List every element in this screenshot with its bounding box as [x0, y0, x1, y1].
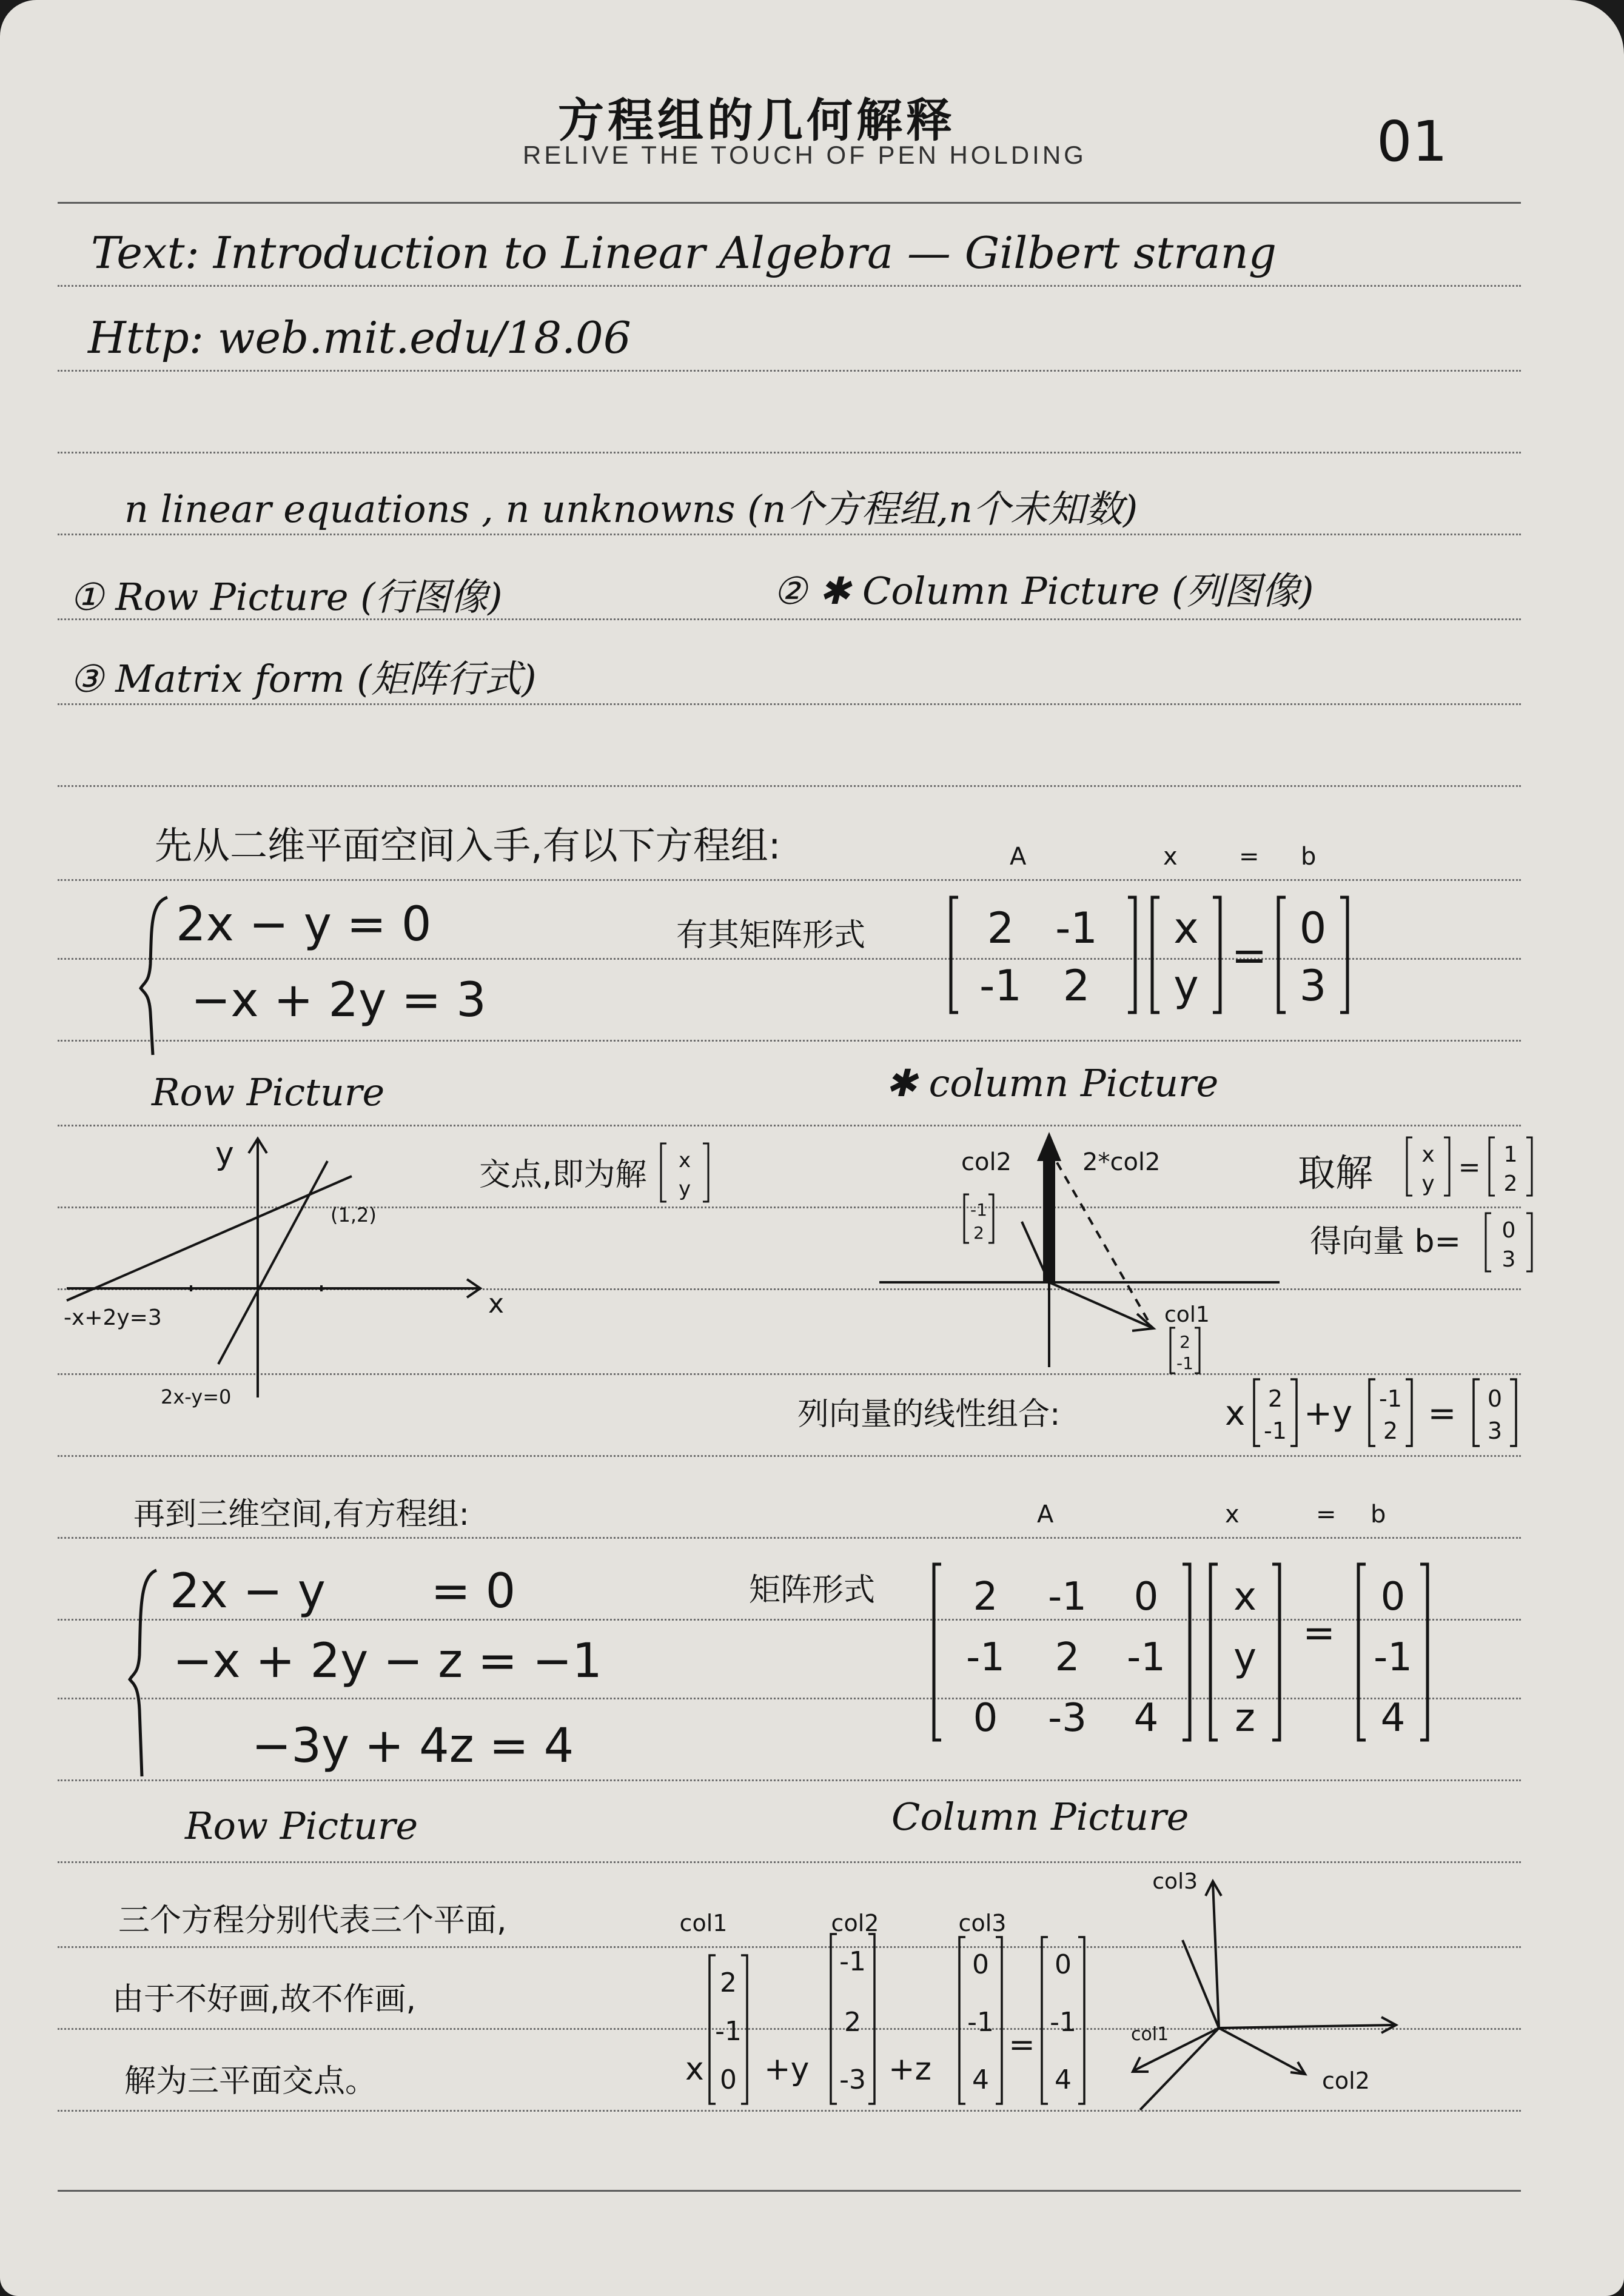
system-brace-2d	[138, 891, 175, 1061]
vector-cell: 2	[1383, 1417, 1398, 1444]
rule-line	[58, 703, 1521, 705]
equals-sign: =	[1458, 1152, 1481, 1183]
two-col2-vector	[1043, 1155, 1055, 1282]
rule-line	[58, 1455, 1521, 1457]
equals-sign: =	[1231, 931, 1267, 980]
two-col2-label: 2*col2	[1082, 1148, 1161, 1176]
take-solution-label: 取解	[1298, 1151, 1374, 1195]
vector-cell: -1	[1050, 2007, 1076, 2038]
row-note-line-2: 由于不好画,故不作画,	[112, 1981, 417, 2018]
vector-cell: 2	[1267, 1385, 1283, 1412]
col2-vector	[1219, 2028, 1304, 2073]
row-note-line-1: 三个方程分别代表三个平面,	[118, 1903, 507, 1939]
vector-cell: x	[678, 1148, 691, 1173]
vector-cell: 0	[972, 1949, 989, 1980]
brand-tagline: RELIVE THE TOUCH OF PEN HOLDING	[523, 141, 1087, 169]
matrix-cell: -1	[1127, 1635, 1166, 1680]
col1-label: col1	[679, 1910, 728, 1936]
vector-cell: -1	[1374, 1635, 1412, 1680]
vector-cell: 3	[1502, 1247, 1516, 1272]
header-rule	[58, 202, 1521, 204]
linear-combination-label: 列向量的线性组合:	[797, 1396, 1061, 1433]
vector-cell: 4	[1055, 2064, 1072, 2095]
matrix-equation-2d	[946, 885, 1371, 1025]
matrix-form-item: ③ Matrix form (矩阵行式)	[70, 657, 537, 701]
vector-cell: 2	[844, 2007, 861, 2038]
col3-label: col3	[958, 1910, 1007, 1936]
label-b: b	[1371, 1501, 1386, 1528]
rule-line	[58, 879, 1521, 881]
vector-cell: 0	[1299, 903, 1327, 953]
vector-cell: 0	[720, 2064, 737, 2095]
section-2d-heading: 先从二维平面空间入手,有以下方程组:	[155, 823, 781, 868]
equation-2d-2: −x + 2y = 3	[191, 973, 486, 1028]
matrix-equation-3d	[928, 1552, 1461, 1752]
column-picture-title: ✱ column Picture	[885, 1061, 1219, 1105]
vector-cell: y	[1421, 1171, 1435, 1196]
row-note-line-3: 解为三平面交点。	[124, 2063, 377, 2100]
col1-vector	[1049, 1282, 1152, 1328]
vector-cell: 2	[973, 1223, 984, 1243]
vector-cell: -1	[1379, 1385, 1402, 1412]
intro-line: n linear equations , n unknowns (n个方程组,n个未知数)	[124, 487, 1138, 531]
rule-line	[58, 1779, 1521, 1781]
line-label-a: -x+2y=3	[64, 1305, 162, 1330]
col2-label: col2	[961, 1148, 1012, 1176]
vector-cell: 2	[1179, 1332, 1190, 1352]
rule-line	[58, 1125, 1521, 1126]
vector-cell: x	[1233, 1575, 1257, 1619]
result-vector	[1483, 1210, 1543, 1276]
rule-line	[58, 370, 1521, 372]
vector-cell: 1	[1503, 1142, 1518, 1167]
row-picture-item: ① Row Picture (行图像)	[70, 575, 503, 619]
vector-cell: 3	[1487, 1417, 1503, 1444]
row-picture-3d-title: Row Picture	[185, 1804, 418, 1848]
reference-url: Http: web.mit.edu/18.06	[88, 312, 631, 363]
equation-2d-1: 2x − y = 0	[176, 897, 432, 952]
vector-cell: 4	[1380, 1696, 1406, 1741]
rule-line	[58, 534, 1521, 535]
equation-3d-1: 2x − y = 0	[170, 1564, 516, 1619]
vector-cell: 4	[972, 2064, 989, 2095]
vector-cell: 0	[1487, 1385, 1503, 1412]
y-axis-label: y	[215, 1136, 234, 1172]
rule-line	[58, 785, 1521, 787]
matrix-cell: 2	[973, 1575, 998, 1619]
vector-cell: 0	[1502, 1218, 1516, 1243]
column-picture-graph	[867, 1119, 1292, 1379]
matrix-cell: 0	[973, 1696, 998, 1741]
axis-col2-label: col2	[1322, 2067, 1370, 2094]
rule-line	[58, 1861, 1521, 1863]
label-eq: =	[1239, 843, 1260, 871]
vector-cell: -1	[1176, 1353, 1193, 1373]
vector-cell: y	[1233, 1635, 1257, 1680]
vector-cell: -1	[970, 1200, 987, 1220]
vector-cell: 3	[1299, 961, 1327, 1011]
rule-line	[58, 1040, 1521, 1042]
matrix-cell: 0	[1133, 1575, 1159, 1619]
page-title: 方程组的几何解释	[558, 93, 956, 147]
row-picture-graph	[61, 1128, 546, 1419]
matrix-cell: -1	[966, 1635, 1005, 1680]
col2-label: col2	[831, 1910, 879, 1936]
label-A: A	[1010, 843, 1027, 871]
equals-sign: =	[1008, 2027, 1035, 2063]
row-picture-title: Row Picture	[152, 1070, 385, 1114]
vector-cell: 0	[1055, 1949, 1072, 1980]
equals-sign: =	[1428, 1394, 1457, 1433]
vector-cell: 2	[720, 1967, 737, 1998]
line-2x-minus-y-0	[218, 1161, 327, 1364]
col1-label: col1	[1164, 1302, 1210, 1327]
x-axis-label: x	[488, 1288, 505, 1319]
matrix-cell: 4	[1133, 1696, 1159, 1741]
matrix-intro-2d: 有其矩阵形式	[676, 917, 866, 954]
vector-cell: z	[1235, 1696, 1255, 1741]
section-3d-heading: 再到三维空间,有方程组:	[133, 1496, 470, 1533]
vector-cell: -1	[1264, 1417, 1287, 1444]
matrix-cell: 2	[1062, 961, 1090, 1011]
take-solution-vectors	[1404, 1134, 1543, 1200]
coef-x: x	[685, 2051, 704, 2087]
vector-cell: 2	[1503, 1171, 1518, 1196]
column-picture-item: ② ✱ Column Picture (列图像)	[773, 569, 1314, 613]
reference-text: Text: Introduction to Linear Algebra — Gilbert strang	[91, 227, 1277, 278]
col3-vector	[1183, 1940, 1219, 2028]
rule-line	[58, 285, 1521, 287]
label-eq: =	[1316, 1501, 1337, 1528]
vector-cell: x	[1421, 1142, 1435, 1167]
intersection-note-vector	[658, 1140, 713, 1207]
vector-cell: -1	[839, 1946, 866, 1977]
col2-axis	[1219, 2025, 1395, 2028]
matrix-cell: -1	[1048, 1575, 1087, 1619]
equals-sign: =	[1303, 1611, 1335, 1656]
matrix-cell: -3	[1048, 1696, 1087, 1741]
matrix-cell: -1	[1055, 903, 1098, 953]
intersection-point: (1,2)	[331, 1203, 377, 1227]
column-picture-3d-title: Column Picture	[891, 1795, 1189, 1839]
axis-col3-label: col3	[1152, 1869, 1198, 1894]
two-col2-arrowhead	[1037, 1132, 1061, 1161]
axis-col1-label: col1	[1131, 2024, 1169, 2045]
result-vector-label: 得向量 b=	[1310, 1223, 1461, 1260]
vector-cell: y	[1173, 961, 1199, 1011]
equation-3d-3: −3y + 4z = 4	[252, 1719, 574, 1773]
label-x: x	[1225, 1501, 1240, 1528]
matrix-cell: 2	[987, 903, 1015, 953]
col3-axis	[1213, 1883, 1219, 2028]
equation-3d-2: −x + 2y − z = −1	[173, 1634, 603, 1689]
matrix-cell: 2	[1055, 1635, 1080, 1680]
label-A: A	[1037, 1501, 1054, 1528]
coef-plus-y: +y	[1304, 1394, 1353, 1433]
coef-x: x	[1225, 1394, 1246, 1433]
matrix-intro-3d: 矩阵形式	[749, 1572, 876, 1608]
coef-plus-z: +z	[888, 2051, 931, 2087]
matrix-cell: -1	[979, 961, 1022, 1011]
coef-plus-y: +y	[764, 2051, 810, 2087]
label-x: x	[1163, 843, 1178, 871]
linear-combination-2d	[1213, 1373, 1552, 1452]
linear-combination-3d	[673, 1904, 1110, 2110]
vector-cell: -1	[715, 2016, 742, 2047]
vector-cell: -3	[839, 2064, 866, 2095]
footer-rule	[58, 2190, 1521, 2192]
line-label-b: 2x-y=0	[161, 1385, 232, 1408]
axes-3d-sketch	[1122, 1864, 1413, 2131]
rule-line	[58, 452, 1521, 454]
vector-cell: x	[1173, 903, 1199, 953]
rule-line	[58, 1537, 1521, 1539]
intersection-note: 交点,即为解	[479, 1157, 647, 1193]
vector-cell: 0	[1380, 1575, 1406, 1619]
vector-cell: -1	[967, 2007, 994, 2038]
label-b: b	[1301, 843, 1317, 871]
system-brace-3d	[127, 1564, 164, 1782]
page-number: 01	[1377, 109, 1448, 174]
vector-cell: y	[678, 1177, 691, 1201]
